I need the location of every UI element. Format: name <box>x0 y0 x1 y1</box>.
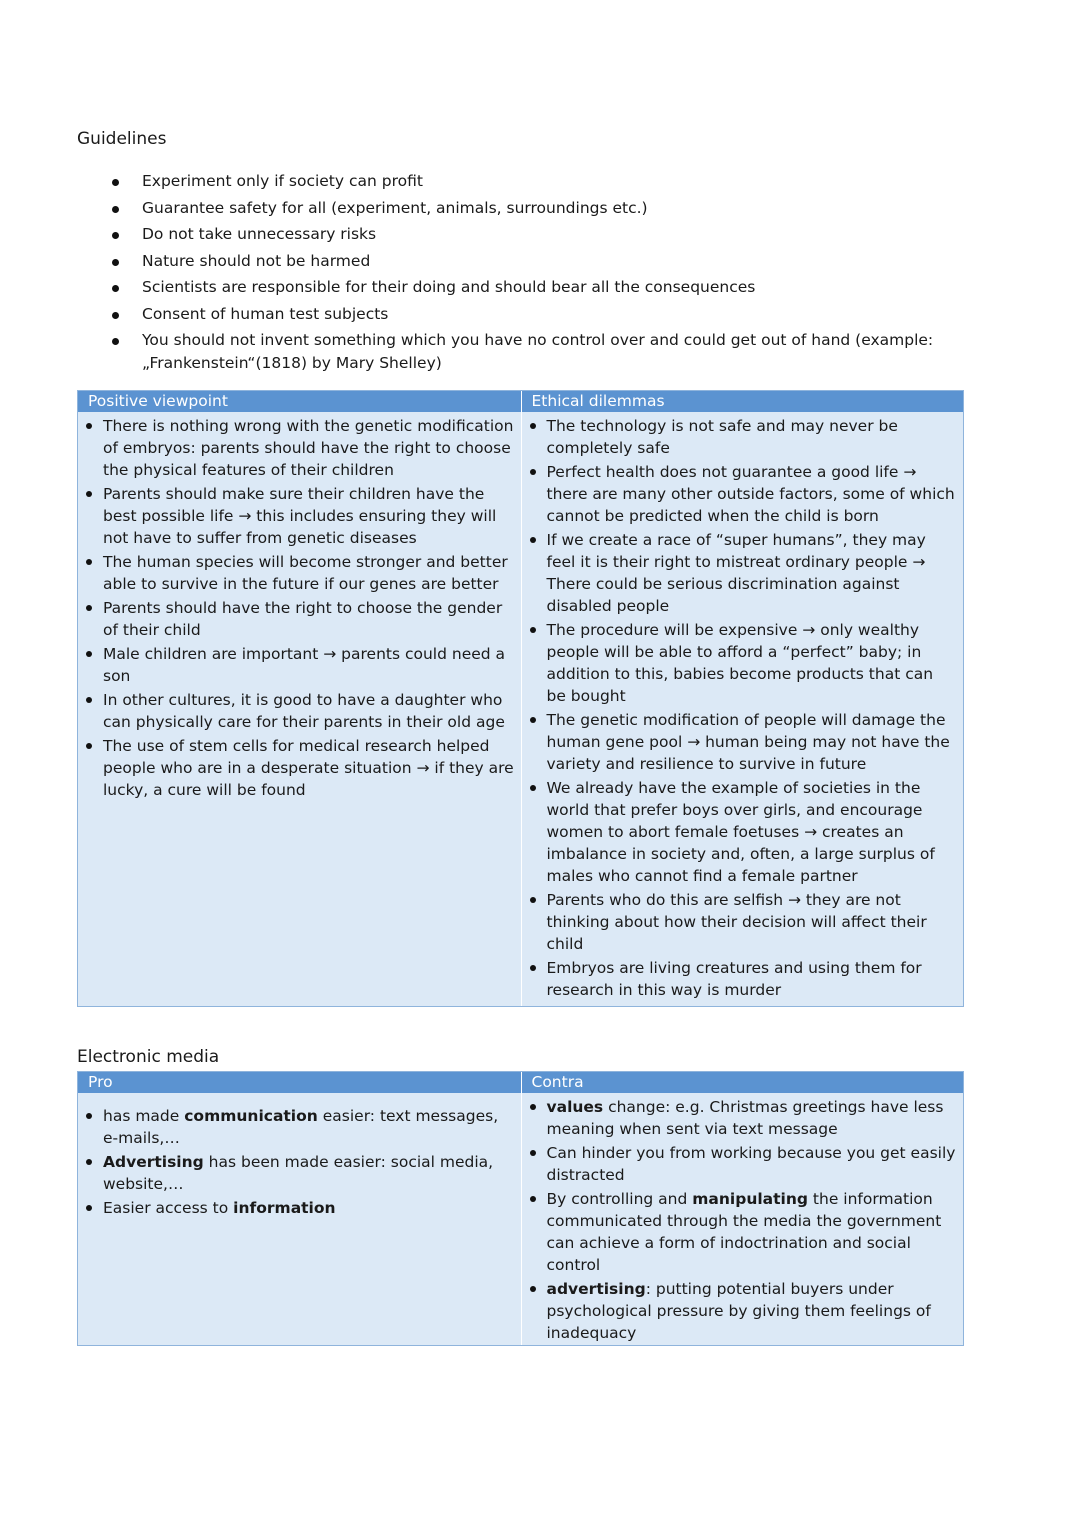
positive-item: Male children are important → parents could need a son <box>84 643 515 687</box>
contra-item <box>528 1278 958 1344</box>
pro-text-post: easier: text messages, e-mails,… <box>103 1107 499 1147</box>
pro-text-pre: has made <box>103 1107 185 1125</box>
guideline-item: Experiment only if society can profit <box>108 170 988 193</box>
media-table <box>77 1071 964 1346</box>
pro-keyword: communication <box>184 1107 318 1125</box>
positive-item: Parents should have the right to choose the gender of their child <box>84 597 515 641</box>
dilemma-item: Embryos are living creatures and using them for research in this way is murder <box>528 957 958 1001</box>
dilemma-item: Perfect health does not guarantee a good life → there are many other outside factors, some of which cannot be predicted when the child is born <box>528 461 958 527</box>
pro-keyword: information <box>233 1199 336 1217</box>
contra-keyword: values <box>546 1098 604 1116</box>
dilemma-item: We already have the example of societies in the world that prefer boys over girls, and encourage women to abort female foetuses → creates an imbalance in society and, often, a large surplus of males who cannot find a female partner <box>528 777 958 887</box>
pro-text-post: has been made easier: social media, website,… <box>103 1153 494 1193</box>
contra-keyword: advertising <box>546 1280 646 1298</box>
pro-item <box>84 1197 515 1219</box>
dilemmas-column <box>521 391 964 1006</box>
guideline-item: Consent of human test subjects <box>108 303 988 326</box>
pro-column <box>78 1072 521 1345</box>
pro-item <box>84 1151 515 1195</box>
positive-item: Parents should make sure their children have the best possible life → this includes ensuring they will not have to suffer from genetic diseases <box>84 483 515 549</box>
positive-header: Positive viewpoint <box>78 391 521 412</box>
pro-text-pre: Easier access to <box>103 1199 234 1217</box>
ethics-table <box>77 390 964 1007</box>
contra-text-post: : putting potential buyers under psychological pressure by giving them feelings of inadequacy <box>546 1280 931 1342</box>
guideline-item: Nature should not be harmed <box>108 250 988 273</box>
contra-text-post: the information communicated through the media the government can achieve a form of indoctrination and social control <box>546 1190 942 1274</box>
guideline-item: Guarantee safety for all (experiment, animals, surroundings etc.) <box>108 197 988 220</box>
contra-item <box>528 1096 958 1140</box>
pro-list <box>78 1093 521 1219</box>
pro-header: Pro <box>78 1072 521 1093</box>
guideline-item: Scientists are responsible for their doing and should bear all the consequences <box>108 276 988 299</box>
contra-text-post: change: e.g. Christmas greetings have less meaning when sent via text message <box>546 1098 944 1138</box>
positive-item: The use of stem cells for medical research helped people who are in a desperate situation → if they are lucky, a cure will be found <box>84 735 515 801</box>
contra-text-pre: By controlling and <box>546 1190 693 1208</box>
pro-item <box>84 1105 515 1149</box>
dilemma-item: The technology is not safe and may never be completely safe <box>528 415 958 459</box>
dilemmas-header: Ethical dilemmas <box>522 391 964 412</box>
dilemma-item: The procedure will be expensive → only wealthy people will be able to afford a “perfect” baby; in addition to this, babies become products that can be bought <box>528 619 958 707</box>
guideline-item: You should not invent something which you have no control over and could get out of hand (example: „Frankenstein“(1818) by Mary Shelley) <box>108 329 988 375</box>
guidelines-heading: Guidelines <box>77 129 167 149</box>
contra-list <box>522 1093 964 1344</box>
media-heading: Electronic media <box>77 1047 220 1067</box>
dilemma-item: If we create a race of “super humans”, they may feel it is their right to mistreat ordinary people → There could be serious discrimination against disabled people <box>528 529 958 617</box>
contra-header: Contra <box>522 1072 964 1093</box>
contra-column <box>521 1072 964 1345</box>
contra-item <box>528 1142 958 1186</box>
contra-item <box>528 1188 958 1276</box>
guideline-item: Do not take unnecessary risks <box>108 223 988 246</box>
pro-keyword: Advertising <box>103 1153 204 1171</box>
positive-item: In other cultures, it is good to have a daughter who can physically care for their parents in their old age <box>84 689 515 733</box>
positive-list <box>78 412 521 801</box>
dilemma-item: The genetic modification of people will damage the human gene pool → human being may not have the variety and resilience to survive in future <box>528 709 958 775</box>
dilemmas-list <box>522 412 964 1001</box>
dilemma-item: Parents who do this are selfish → they are not thinking about how their decision will affect their child <box>528 889 958 955</box>
positive-column <box>78 391 521 1006</box>
guidelines-list <box>108 170 988 379</box>
contra-text-pre: Can hinder you from working because you get easily distracted <box>546 1144 956 1184</box>
positive-item: The human species will become stronger and better able to survive in the future if our genes are better <box>84 551 515 595</box>
positive-item: There is nothing wrong with the genetic modification of embryos: parents should have the right to choose the physical features of their children <box>84 415 515 481</box>
contra-keyword: manipulating <box>692 1190 808 1208</box>
